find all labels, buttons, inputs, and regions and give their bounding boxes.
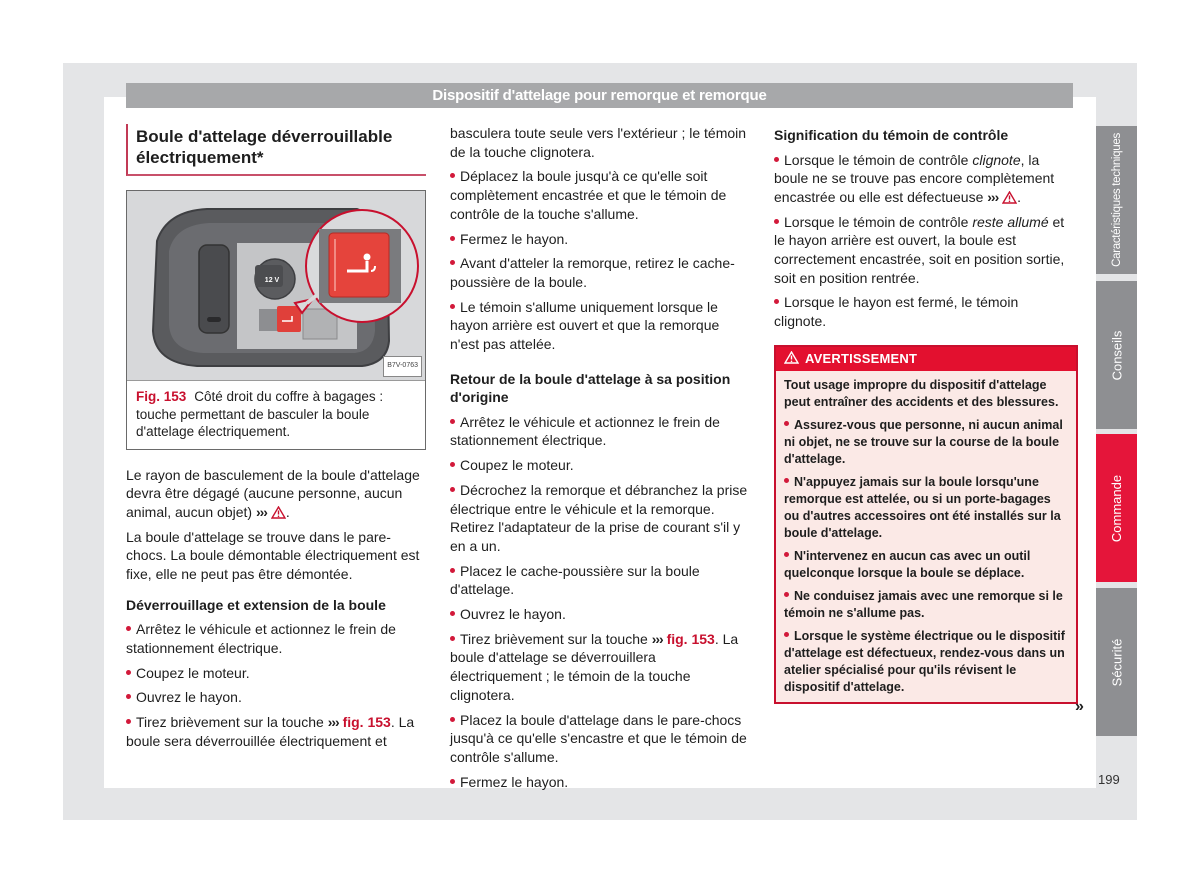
bullet-icon — [784, 478, 789, 483]
warning-title: AVERTISSEMENT — [805, 350, 918, 366]
warning-item: N'appuyez jamais sur la boule lorsqu'une remorque est attelée, ou si un porte-bagages ou d'autres accessoires ont été installés sur la boule d'attelage. — [784, 474, 1061, 540]
bullet-icon — [450, 462, 455, 467]
figure-image — [127, 191, 425, 381]
figure-code: B7V-0763 — [383, 356, 422, 377]
list-item: Lorsque le hayon est fermé, le témoin clignote. — [774, 294, 1019, 330]
bullet-icon — [450, 568, 455, 573]
bullet-icon — [784, 632, 789, 637]
side-tab-conseils[interactable]: Conseils — [1096, 281, 1137, 429]
tow-ball-button-small — [277, 306, 301, 332]
bullet-icon — [450, 487, 455, 492]
list-item: Déplacez la boule jusqu'à ce qu'elle soit complètement encastrée et que le témoin de contrôle de la touche s'allume. — [450, 168, 727, 222]
chapter-header: Dispositif d'attelage pour remorque et remorque — [126, 83, 1073, 108]
figure-caption — [127, 381, 425, 449]
bullet-icon — [126, 626, 131, 631]
bullet-icon — [450, 236, 455, 241]
section-title — [126, 124, 426, 176]
bullet-icon — [784, 592, 789, 597]
bullet-icon — [126, 719, 131, 724]
paragraph: Le rayon de basculement de la boule d'attelage devra être dégagé (aucune personne, aucun animal, aucun objet) ››› . — [126, 466, 420, 520]
reference-arrows[interactable]: ››› — [255, 503, 267, 520]
bullet-icon — [450, 260, 455, 265]
bullet-icon — [126, 694, 131, 699]
bullet-icon — [126, 670, 131, 675]
figure-reference-link[interactable]: fig. 153 — [342, 714, 391, 731]
continue-next-page-icon[interactable]: » — [1075, 698, 1084, 715]
list-item: Fermez le hayon. — [450, 773, 750, 792]
list-item: Coupez le moteur. — [126, 664, 426, 683]
list-item: Arrêtez le véhicule et actionnez le frein de stationnement électrique. — [450, 413, 720, 449]
bullet-icon — [784, 421, 789, 426]
list-item: Coupez le moteur. — [450, 456, 750, 475]
warning-intro: Tout usage impropre du dispositif d'attelage peut entraîner des accidents et des blessures. — [784, 377, 1059, 409]
reference-arrows[interactable]: ››› — [327, 714, 339, 731]
bullet-icon — [450, 636, 455, 641]
warning-item: N'intervenez en aucun cas avec un outil quelconque lorsque la boule se déplace. — [784, 548, 1031, 580]
paragraph: basculera toute seule vers l'extérieur ; le témoin de la touche clignotera. — [450, 125, 747, 160]
side-tab-caracteristiques-techniques[interactable]: Caractéristiques techniques — [1096, 126, 1137, 274]
section-title-line1: Boule d'attelage déverrouillable — [136, 127, 393, 146]
bullet-icon — [450, 419, 455, 424]
bullet-icon — [450, 304, 455, 309]
socket-label: 12 V — [264, 277, 280, 284]
list-item: Ouvrez le hayon. — [126, 688, 426, 707]
side-tab-commande[interactable]: Commande — [1096, 434, 1137, 582]
subheading-unlock: Déverrouillage et extension de la boule — [126, 596, 386, 613]
bullet-icon — [450, 173, 455, 178]
subheading-indicator: Signification du témoin de contrôle — [774, 127, 1009, 143]
list-item: Décrochez la remorque et débranchez la prise électrique entre le véhicule et la remorque. Retirez l'adaptateur de la prise de courant s'il y en a un. — [450, 481, 748, 554]
list-item: Tirez brièvement sur la touche ››› fig. 153. La boule sera déverrouillée électriquement et — [126, 714, 415, 749]
column-2 — [450, 124, 750, 797]
warning-box — [774, 345, 1078, 704]
list-item: Tirez brièvement sur la touche ››› fig. 153. La boule d'attelage se déverrouillera électriquement ; le témoin de la touche clignotera. — [450, 630, 739, 703]
bullet-icon — [784, 552, 789, 557]
list-item: Fermez le hayon. — [450, 230, 750, 249]
figure-153 — [126, 190, 426, 450]
side-tab-securite[interactable]: Sécurité — [1096, 588, 1137, 736]
trunk-panel-illustration — [127, 191, 425, 380]
bullet-icon — [450, 717, 455, 722]
reference-arrows[interactable]: ››› — [651, 630, 663, 647]
tow-ball-button-zoomed — [329, 233, 389, 297]
column-3 — [774, 124, 1074, 704]
section-title-line2: électriquement* — [136, 148, 264, 167]
bullet-icon — [774, 157, 779, 162]
figure-caption-text: Côté droit du coffre à bagages : touche permettant de basculer la boule d'attelage électriquement. — [136, 389, 384, 439]
bullet-icon — [774, 299, 779, 304]
warning-item: Assurez-vous que personne, ni aucun animal ni objet, ne se trouve sur la course de la boule d'attelage. — [784, 417, 1063, 466]
paragraph: La boule d'attelage se trouve dans le pare-chocs. La boule démontable électriquement est fixe, elle ne peut pas être démontée. — [126, 528, 420, 583]
list-item: Ouvrez le hayon. — [450, 605, 750, 624]
reference-arrows[interactable]: ››› — [987, 188, 999, 205]
list-item: Lorsque le témoin de contrôle reste allumé et le hayon arrière est ouvert, la boule est correctement encastrée, soit en position sortie, soit en position rentrée. — [774, 213, 1065, 286]
figure-reference-link[interactable]: fig. 153 — [666, 630, 715, 647]
list-item: Lorsque le témoin de contrôle clignote, la boule ne se trouve pas encore complètement encastrée ou elle est défectueuse ››› . — [774, 151, 1055, 205]
warning-body — [776, 371, 1076, 702]
column-1 — [126, 124, 426, 756]
subheading-return: Retour de la boule d'attelage à sa position d'origine — [450, 370, 731, 406]
warning-triangle-icon — [784, 351, 799, 364]
list-item: Arrêtez le véhicule et actionnez le frein de stationnement électrique. — [126, 621, 396, 656]
warning-item: Ne conduisez jamais avec une remorque si le témoin ne s'allume pas. — [784, 588, 1063, 620]
warning-header — [776, 347, 1076, 371]
bullet-icon — [450, 779, 455, 784]
list-item: Avant d'atteler la remorque, retirez le cache-poussière de la boule. — [450, 255, 735, 290]
bullet-icon — [450, 611, 455, 616]
list-item: Le témoin s'allume uniquement lorsque le hayon arrière est ouvert et que la remorque n'est pas attelée. — [450, 298, 720, 353]
figure-label: Fig. 153 — [136, 389, 187, 404]
list-item: Placez la boule d'attelage dans le pare-chocs jusqu'à ce qu'elle s'encastre et que le témoin de contrôle s'allume. — [450, 711, 747, 765]
bullet-icon — [774, 219, 779, 224]
warning-item: Lorsque le système électrique ou le dispositif d'attelage est défectueux, rendez-vous dans un atelier spécialisé pour qu'ils révisent le dispositif d'attelage. — [784, 628, 1065, 694]
page-number: 199 — [1098, 772, 1120, 787]
warning-triangle-icon[interactable] — [1002, 191, 1017, 204]
list-item: Placez le cache-poussière sur la boule d'attelage. — [450, 562, 700, 598]
warning-triangle-icon[interactable] — [271, 506, 286, 519]
